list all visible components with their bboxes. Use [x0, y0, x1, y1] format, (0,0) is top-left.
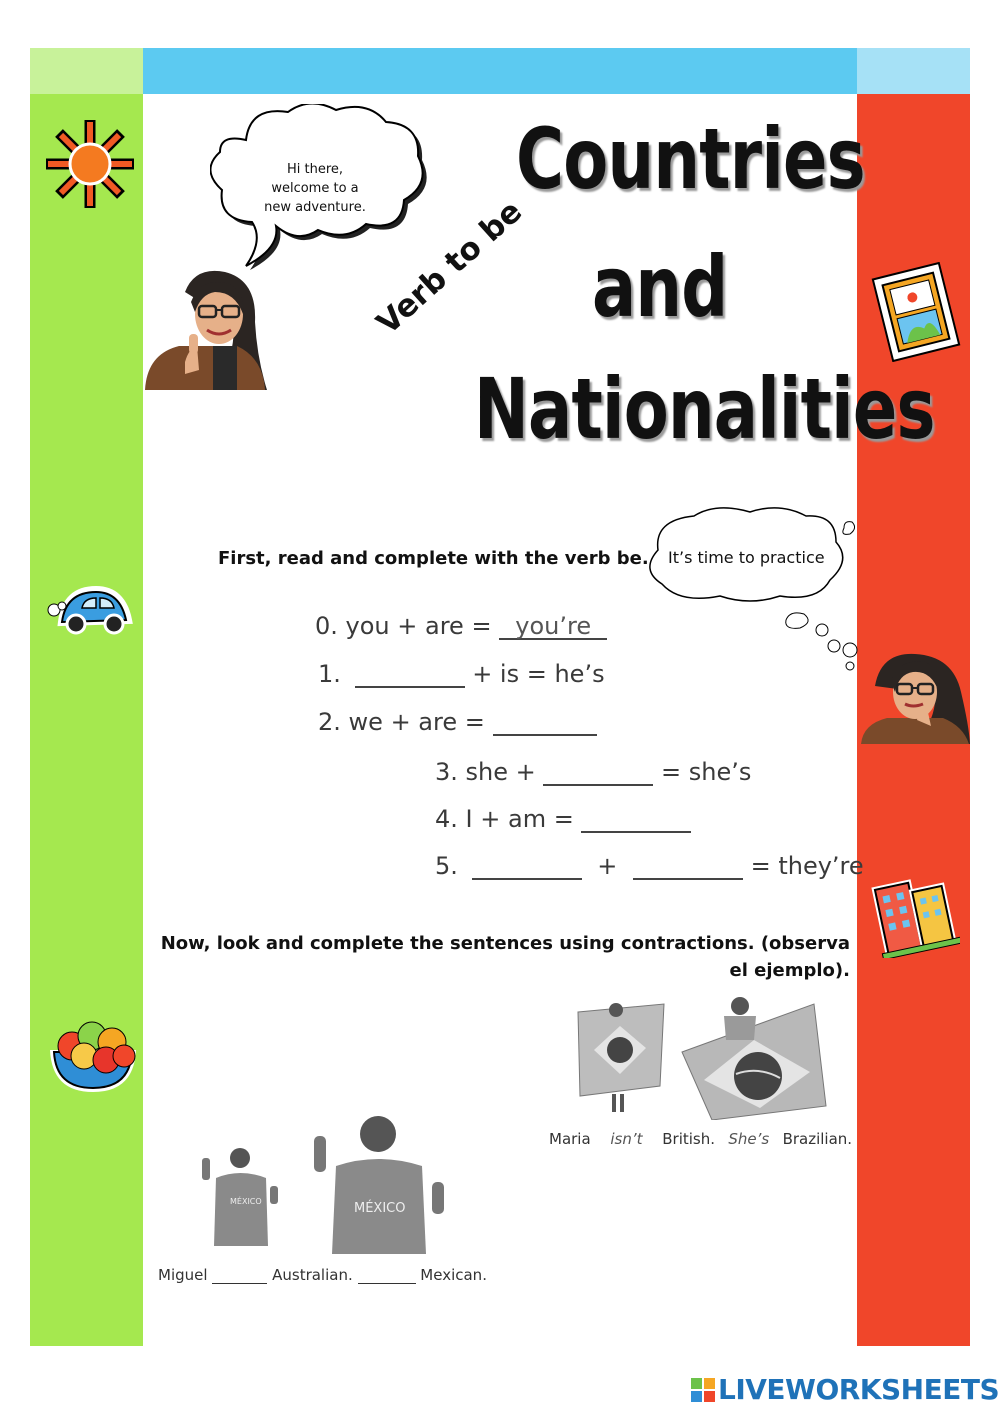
mexico-shirt-photo — [196, 1106, 452, 1258]
item-5-plus: + — [597, 852, 618, 880]
left-top-band — [30, 48, 143, 94]
avatar-thumbs-up — [145, 262, 267, 390]
item-5-number: 5. — [435, 852, 458, 880]
item-0-left: you + are = — [345, 612, 500, 640]
svg-text:MÉXICO: MÉXICO — [354, 1201, 406, 1216]
svg-text:MÉXICO: MÉXICO — [230, 1197, 262, 1206]
item-5-blank-2[interactable] — [633, 856, 743, 880]
example-caption — [549, 1130, 852, 1148]
item-0-number: 0. — [315, 612, 338, 640]
item-3-blank[interactable] — [543, 762, 653, 786]
liveworksheets-mark-icon — [690, 1377, 716, 1403]
item-4-left: I + am = — [465, 805, 582, 833]
example-neg-answer: isn’t — [610, 1130, 643, 1148]
brand-text: LIVEWORKSHEETS — [718, 1373, 1000, 1406]
section2-instruction: Now, look and complete the sentences using contractions. (observa el ejemplo). — [160, 933, 850, 981]
greeting-line-2: welcome to a — [271, 181, 359, 196]
avatar-thinking — [857, 646, 970, 744]
right-top-band — [857, 48, 970, 94]
item-3-left: she + — [465, 758, 544, 786]
item-1-blank[interactable] — [355, 664, 465, 688]
car-icon — [44, 582, 140, 642]
item-2-number: 2. — [318, 708, 341, 736]
liveworksheets-logo[interactable] — [690, 1373, 999, 1406]
item-5-right: = they’re — [750, 852, 864, 880]
item-2-left: we + are = — [348, 708, 493, 736]
exercise-item-4 — [435, 805, 691, 833]
greeting-line-1: Hi there, — [286, 162, 344, 177]
title-line-1: Countries — [516, 110, 865, 208]
exercise-item-3 — [435, 758, 751, 786]
title-line-3: Nationalities — [474, 360, 935, 458]
sun-icon — [42, 118, 142, 218]
greeting-bubble-text — [250, 160, 380, 217]
fruit-bowl-icon — [44, 1004, 142, 1096]
task-nationality-1: Australian. — [272, 1266, 353, 1284]
exercise-item-2 — [318, 708, 597, 736]
example-nationality-2: Brazilian. — [782, 1130, 853, 1148]
item-1-right: + is = he’s — [472, 660, 605, 688]
task-blank-2[interactable] — [358, 1269, 416, 1284]
subtitle-verb-to-be: Verb to be — [370, 193, 530, 342]
task-blank-1[interactable] — [212, 1269, 267, 1284]
exercise-item-0 — [315, 612, 607, 640]
item-5-blank-1[interactable] — [472, 856, 582, 880]
item-4-blank[interactable] — [581, 809, 691, 833]
exercise-item-1 — [318, 660, 605, 688]
section1-instruction: First, read and complete with the verb be. — [218, 548, 649, 569]
item-3-number: 3. — [435, 758, 458, 786]
picture-frame-icon — [868, 262, 964, 362]
title-line-2: and — [592, 238, 728, 336]
example-pos-answer: She’s — [728, 1130, 770, 1148]
flag-brazil-photo — [574, 996, 830, 1120]
left-side-band — [30, 94, 143, 1346]
item-1-number: 1. — [318, 660, 341, 688]
item-4-number: 4. — [435, 805, 458, 833]
buildings-icon — [870, 862, 960, 958]
task-caption — [158, 1266, 487, 1284]
practice-bubble-text: It’s time to practice — [668, 548, 825, 567]
item-2-blank[interactable] — [493, 712, 597, 736]
example-name: Maria — [549, 1130, 591, 1148]
example-nationality-1: British. — [662, 1130, 715, 1148]
item-0-answer: you’re — [499, 614, 607, 640]
task-nationality-2: Mexican. — [420, 1266, 487, 1284]
top-band — [143, 48, 857, 94]
exercise-item-5 — [435, 852, 864, 880]
practice-thought-bubble — [640, 506, 860, 674]
task-name: Miguel — [158, 1266, 208, 1284]
greeting-line-3: new adventure. — [264, 200, 366, 215]
item-3-right: = she’s — [661, 758, 752, 786]
